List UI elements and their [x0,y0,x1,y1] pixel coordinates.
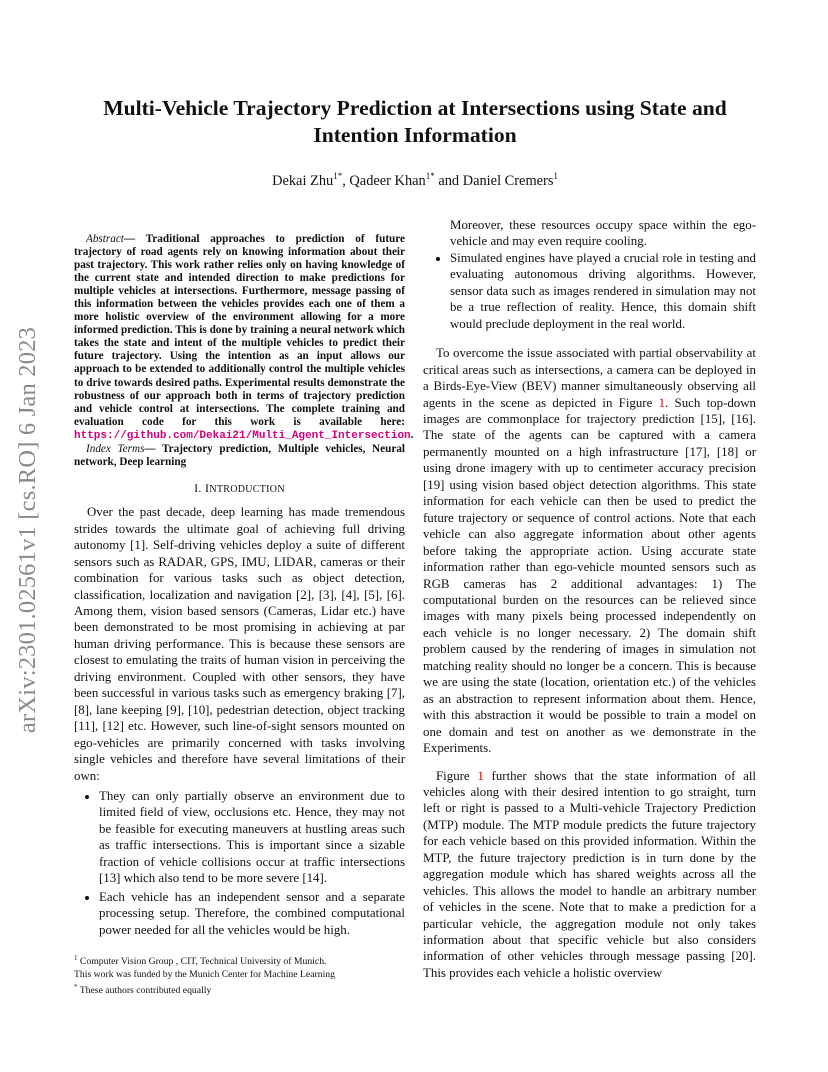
index-terms-text: — Trajectory prediction, Multiple vehicles, Neural network, Deep learning [74,442,405,468]
author-2-affiliation: 1* [425,171,435,181]
footnote-marker-2: * [74,983,78,992]
footnote-affiliation-text: Computer Vision Group , CIT, Technical University of Munich. [77,956,327,968]
index-terms [74,443,405,469]
author-3-affiliation: 1 [553,171,558,181]
figure-reference-1[interactable]: 1 [658,395,666,410]
author-2: , Qadeer Khan [342,172,426,189]
intro-paragraph-2 [423,345,756,756]
author-3: and Daniel Cremers [434,172,554,189]
authors-line [70,171,760,190]
abstract-text: — Traditional approaches to prediction of future trajectory of road agents rely on knowing information about their past trajectory. This work rather relies only on having knowledge of the current state and intended direction to make predictions for multiple vehicles at intersections. Furthermore, message passing of this information between the vehicles provides each one of them a more holistic overview of the environment allowing for a more informed prediction. This is done by training a neural network which takes the state and intent of the multiple vehicles to predict their future trajectory. Using the intention as an input allows our approach to be extended to additionally control the multiple vehicles to drive towards desired paths. Experimental results demonstrate the robustness of our approach both in terms of trajectory prediction and vehicle control at intersections. The complete training and evaluation code for this work is available here: [74,233,405,428]
abstract-end: . [410,428,414,441]
footnote-equal-contribution [74,981,405,998]
code-link[interactable]: https://github.com/Dekai21/Multi_Agent_Intersection [74,429,411,442]
footnote-marker-1: 1 [74,954,78,962]
intro-paragraph-3 [423,768,756,982]
index-terms-label: Index Terms [86,442,145,455]
limitations-list [74,788,405,938]
para3-text-b: further shows that the state information of all vehicles along with their desired intention to go straight, turn left or right is passed to a Multi-vehicle Trajectory Prediction (MTP) module. The MTP module predicts the future trajectory for each vehicle based on this provided information. Within the MTP, the future trajectory prediction is in turn done by the aggregation module which has shared weights across all the vehicles. This allows the model to handle an arbitrary number of vehicles in the scene. Note that to make a prediction for a particular vehicle, the aggregation module not only takes information about that specific vehicle but also considers information of other vehicles through message passing [20]. This provides each vehicle a holistic overview [423,768,756,980]
para3-text-a: Figure [436,768,478,783]
limitations-list-continued [423,250,756,332]
intro-paragraph-1: Over the past decade, deep learning has made tremendous strides towards the ultimate goal of achieving full driving autonomy [1]. Self-driving vehicles deploy a suite of different sensors such as RADAR, GPS, IMU, LIDAR, cameras or their combination for various tasks such as object detection, classification, localization and navigation [2], [3], [4], [5], [6]. Among them, vision based sensors (Cameras, Lidar etc.) have been demonstrated to be most promising in achieving at par human driving performance. This is because these sensors are closest to emulating the traits of human vision in perceiving the driving environment. Coupled with other sensors, they have been successful in various tasks such as emergency braking [7], [8], lane keeping [9], [10], pedestrian detection, object tracking [11], [12] etc. However, such line-of-sight sensors mounted on ego-vehicles are primarily concerned with tasks involving single vehicles and therefore have several limitations of their own: [74,505,405,783]
author-1-affiliation: 1* [333,171,343,181]
para2-text-a: To overcome the issue associated with partial observability at critical areas such as intersections, a camera can be deployed in a Birds-Eye-View (BEV) manner simultaneously observing all agents in the scene as depicted in Figure [423,346,756,410]
abstract [74,233,414,443]
footnote-equal-text: These authors contributed equally [77,985,212,997]
abstract-label: Abstract [86,233,124,245]
section-title-rest: NTRODUCTION [209,483,285,495]
paper-title: Multi-Vehicle Trajectory Prediction at Intersections using State and Intention Information [103,96,727,147]
author-1: Dekai Zhu [272,172,334,189]
footnote-funding: This work was funded by the Munich Center for Machine Learning [74,968,335,980]
left-column [74,233,414,940]
figure-reference-2[interactable]: 1 [477,768,484,783]
section-heading-introduction [74,480,405,498]
para2-text-b: . Such top-down images are commonplace for trajectory prediction [15], [16]. The state of the agents can be captured with a camera permanently mounted on a high infrastructure [17], [18] or using drone imagery with up to centimeter accuracy precision [19] using vision based object detection algorithms. This state information for each vehicle can then be used to predict the future trajectory or sequence of control actions. Note that each vehicle can also aggregate information about other agents before taking the appropriate action. Using accurate state information rather than ego-vehicle mounted sensors such as RGB cameras has 2 additional advantages: 1) The computational burden on the resources can be relieved since images with many pixels being processed independently on each vehicle is no longer necessary. 2) The domain shift problem caused by the rendering of images in simulation not matching reality should no longer be a concern. This is because we are using the state (location, orientation etc.) of the vehicles as an abstraction to represent information about them. Hence, with this abstraction it would be possible to train a model on one domain and test on another as we demonstrate in the Experiments. [423,395,757,756]
arxiv-sidebar-identifier [8,290,48,770]
limitation-item-2-continued: Moreover, these resources occupy space within the ego-vehicle and may even require cooling. [450,218,756,249]
footnote-affiliation [74,952,405,969]
arxiv-id: arXiv:2301.02561v1 [cs.RO] 6 Jan 2023 [14,326,41,734]
footnotes [74,952,405,998]
section-title-initial: I [205,480,210,495]
limitation-item-3: • Simulated engines have played a crucial role in testing and evaluating autonomous driving algorithms. However, sensor data such as images rendered in simulation may not be a true reflection of reality. Hence, this domain shift would preclude deployment in the real world. [450,250,756,332]
right-column [423,217,756,981]
section-number: I. [194,480,206,495]
limitation-item-1: • They can only partially observe an environment due to limited field of view, occlusions etc. Hence, they may not be feasible for executing maneuvers at hustling areas such as traffic intersections. This is important since a sizable fraction of vehicle collisions occur at traffic intersections [13] which also tend to be more severe [14]. [99,788,405,887]
limitation-item-2: • Each vehicle has an independent sensor and a separate processing setup. Therefore, the combined computational power needed for all the vehicles would be high. [99,889,405,938]
